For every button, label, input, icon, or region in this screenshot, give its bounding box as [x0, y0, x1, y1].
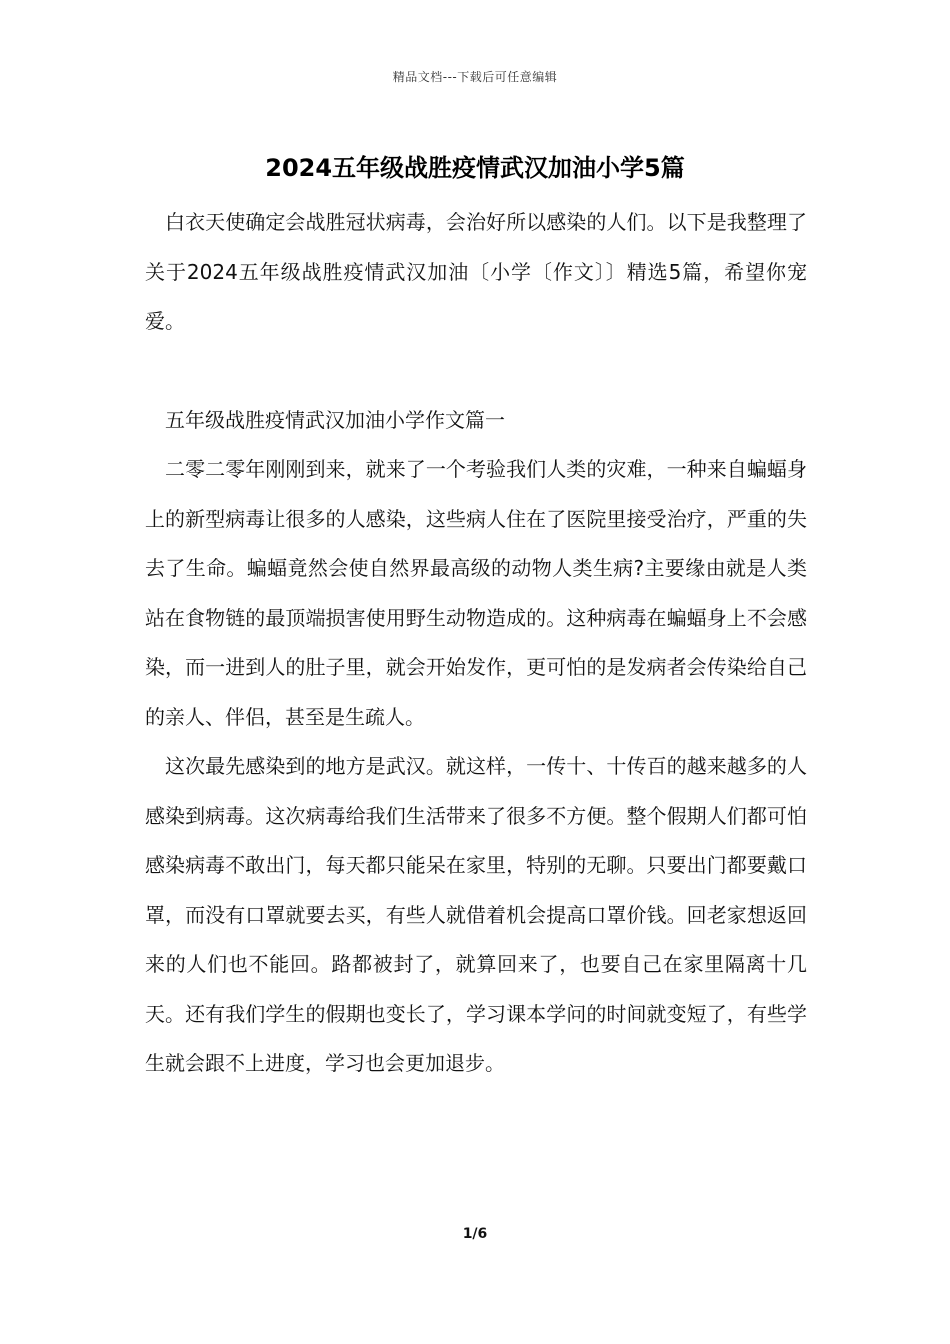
intro-paragraph: 白衣天使确定会战胜冠状病毒，会治好所以感染的人们。以下是我整理了关于2024五年级战胜疫情武汉加油〔小学〔作文〕〕精选5篇，希望你宠爱。 [145, 210, 807, 333]
body-paragraph-1: 二零二零年刚刚到来，就来了一个考验我们人类的灾难，一种来自蝙蝠身上的新型病毒让很多的人感染，这些病人住在了医院里接受治疗，严重的失去了生命。蝙蝠竟然会使自然界最高级的动物人类生病?主要缘由就是人类站在食物链的最顶端损害使用野生动物造成的。这种病毒在蝙蝠身上不会感染，而一进到人的肚子里，就会开始发作，更可怕的是发病者会传染给自己的亲人、伴侣，甚至是生疏人。 [145, 457, 807, 729]
section-heading: 五年级战胜疫情武汉加油小学作文篇一 [165, 407, 505, 432]
document-title: 2024五年级战胜疫情武汉加油小学5篇 [265, 154, 685, 182]
document-body [145, 198, 807, 1089]
page-number: 1/6 [462, 1226, 488, 1242]
page-header: 精品文档---下载后可任意编辑 [392, 70, 558, 84]
body-paragraph-2: 这次最先感染到的地方是武汉。就这样，一传十、十传百的越来越多的人感染到病毒。这次病毒给我们生活带来了很多不方便。整个假期人们都可怕感染病毒不敢出门，每天都只能呆在家里，特别的无聊。只要出门都要戴口罩，而没有口罩就要去买，有些人就借着机会提高口罩价钱。回老家想返回来的人们也不能回。路都被封了，就算回来了，也要自己在家里隔离十几天。还有我们学生的假期也变长了，学习课本学问的时间就变短了，有些学生就会跟不上进度，学习也会更加退步。 [145, 754, 807, 1075]
